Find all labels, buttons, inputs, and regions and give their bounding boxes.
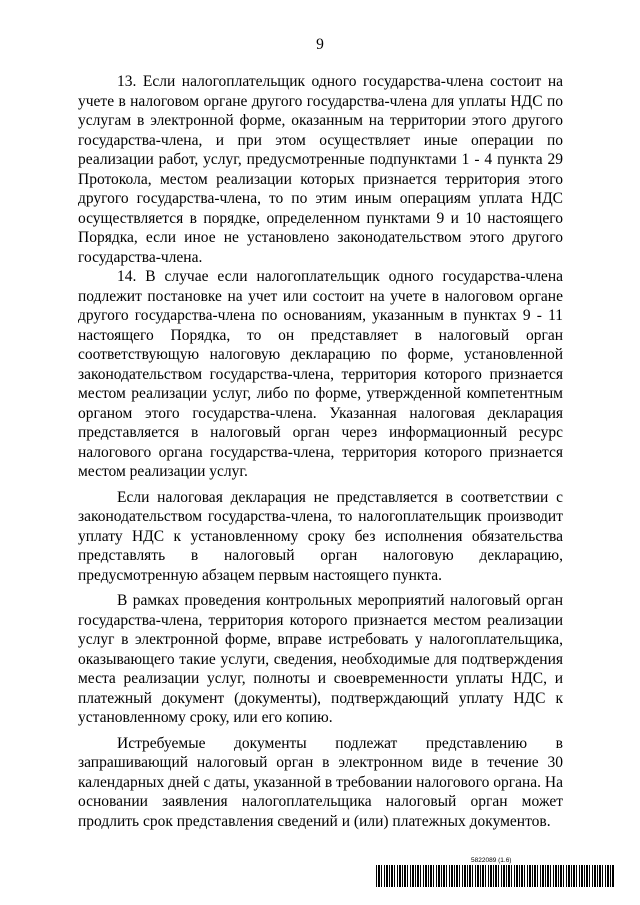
document-barcode (376, 857, 614, 887)
barcode-icon (376, 865, 614, 887)
page-number: 9 (316, 36, 324, 53)
document-body (78, 72, 563, 831)
barcode-number: 5822089 (1.6) (471, 857, 512, 864)
paragraph-14: 14. В случае если налогоплательщик одного государства-члена подлежит постановке на учет или состоит на учете в налоговом органе другого государства-члена по основаниям, указанным в пунктах 9 - 11 настоящего Порядка, то он представляет в налоговый орган соответствующую налоговую декларацию по форме, установленной законодательством государства-члена, территория которого признается местом реализации услуг, либо по форме, утвержденной компетентным органом этого государства-члена. Указанная налоговая декларация представляется в налоговый орган через информационный ресурс налогового органа государства-члена, территория которого признается местом реализации услуг. (78, 268, 563, 480)
paragraph-14-documents: Истребуемые документы подлежат представлению в запрашивающий налоговый орган в электронном виде в течение 30 календарных дней с даты, указанной в требовании налогового органа. На основании заявления налогоплательщика налоговый орган может продлить срок представления сведений и (или) платежных документов. (78, 734, 563, 830)
paragraph-14-declaration: Если налоговая декларация не представляется в соответствии с законодательством государства-члена, то налогоплательщик производит уплату НДС к установленному сроку без исполнения обязательства представлять в налоговый орган налоговую декларацию, предусмотренную абзацем первым настоящего пункта. (78, 488, 563, 584)
paragraph-13: 13. Если налогоплательщик одного государства-члена состоит на учете в налоговом органе другого государства-члена для уплаты НДС по услугам в электронной форме, оказанным на территории этого другого государства-члена, и при этом осуществляет иные операции по реализации работ, услуг, предусмотренные подпунктами 1 - 4 пункта 29 Протокола, местом реализации которых признается территория этого другого государства-члена, то по этим иным операциям уплата НДС осуществляется в порядке, определенном пунктами 9 и 10 настоящего Порядка, если иное не установлено законодательством этого другого государства-члена. (78, 73, 563, 266)
paragraph-14-control: В рамках проведения контрольных мероприятий налоговый орган государства-члена, территория которого признается местом реализации услуг в электронной форме, вправе истребовать у налогоплательщика, оказывающего такие услуги, сведения, необходимые для подтверждения места реализации услуг, полноты и своевременности уплаты НДС, и платежный документ (документы), подтверждающий уплату НДС к установленному сроку, или его копию. (78, 592, 563, 726)
